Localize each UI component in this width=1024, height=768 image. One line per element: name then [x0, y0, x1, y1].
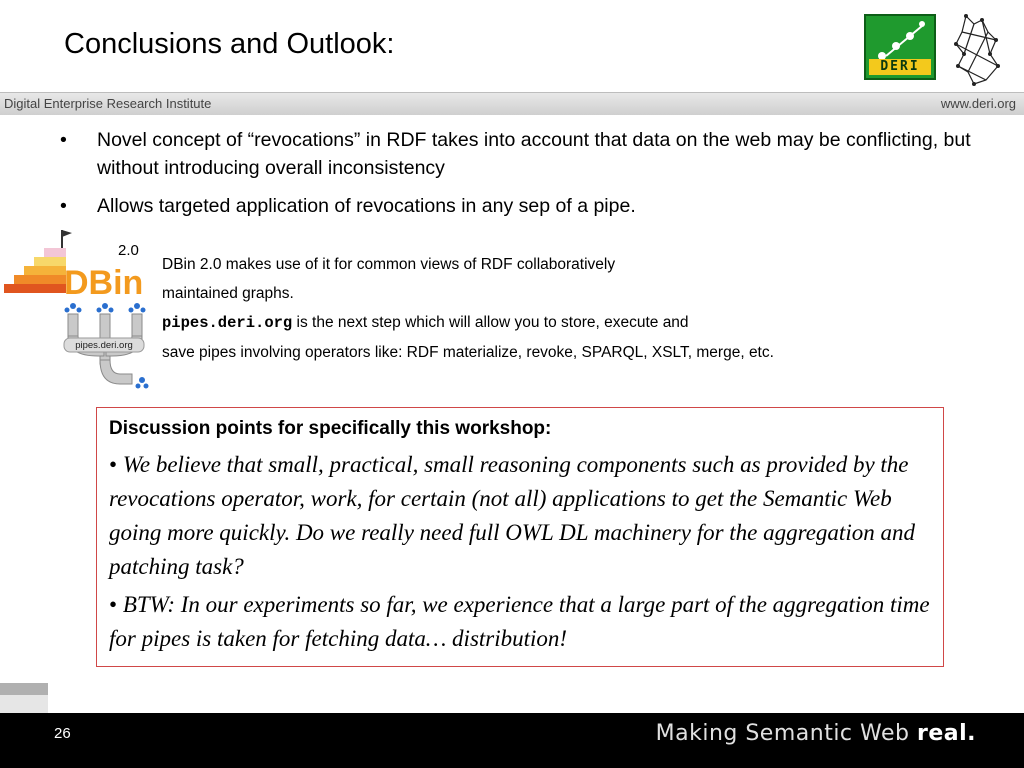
- dbin-version: 2.0: [118, 242, 139, 259]
- bullet-list: [60, 126, 1000, 230]
- bullet-symbol: •: [109, 592, 118, 617]
- pipes-logo-text: pipes.deri.org: [75, 340, 133, 351]
- ireland-network-icon: [944, 10, 1014, 88]
- bullet-symbol: •: [60, 195, 67, 217]
- pipes-logo: [58, 300, 150, 392]
- footer-tagline: [656, 721, 976, 746]
- deri-logo-text: DERI: [869, 59, 931, 75]
- discussion-point: [109, 448, 933, 584]
- slide-title: Conclusions and Outlook:: [64, 28, 395, 60]
- bullet-item: [60, 192, 1000, 220]
- discussion-point: [109, 588, 933, 656]
- description-line: DBin 2.0 makes use of it for common views of RDF collaboratively: [162, 256, 616, 273]
- discussion-heading: Discussion points for specifically this workshop:: [109, 418, 552, 439]
- tagline-prefix: Making Semantic Web: [655, 721, 917, 746]
- bullet-text: Novel concept of “revocations” in RDF takes into account that data on the web may be conflicting, but without introducing overall inconsistency: [97, 129, 971, 179]
- footer-tab-light: [0, 695, 48, 713]
- description-line: [162, 308, 774, 338]
- bullet-text: Allows targeted application of revocations in any sep of a pipe.: [97, 195, 636, 217]
- discussion-text: We believe that small, practical, small reasoning components such as provided by the revocations operator, work, for certain (not all) applications to get the Semantic Web going more quickly. Do we really need full OWL DL machinery for the aggregation and patching task?: [109, 452, 915, 579]
- dbin-logo: [4, 228, 154, 298]
- description-line: maintained graphs.: [162, 285, 294, 302]
- footer-tab-dark: [0, 683, 48, 695]
- pipes-link[interactable]: pipes.deri.org: [162, 314, 293, 332]
- footer-bar: [0, 713, 1024, 768]
- page-number: 26: [54, 725, 71, 742]
- bullet-item: [60, 126, 1000, 182]
- description-text: is the next step which will allow you to store, execute and: [292, 314, 689, 331]
- tagline-bold: real.: [916, 721, 976, 746]
- header-band: [0, 92, 1024, 115]
- website-url: www.deri.org: [940, 96, 1016, 111]
- description-block: [162, 250, 774, 367]
- description-line: save pipes involving operators like: RDF materialize, revoke, SPARQL, XSLT, merge, etc.: [162, 344, 774, 361]
- deri-logo: [864, 14, 936, 80]
- institute-name: Digital Enterprise Research Institute: [4, 96, 212, 111]
- bullet-symbol: •: [60, 129, 67, 151]
- discussion-box: [96, 407, 944, 667]
- bullet-symbol: •: [109, 452, 118, 477]
- discussion-text: BTW: In our experiments so far, we experience that a large part of the aggregation time for pipes is taken for fetching data… distribution!: [109, 592, 930, 651]
- dbin-logo-text: DBin: [64, 264, 144, 298]
